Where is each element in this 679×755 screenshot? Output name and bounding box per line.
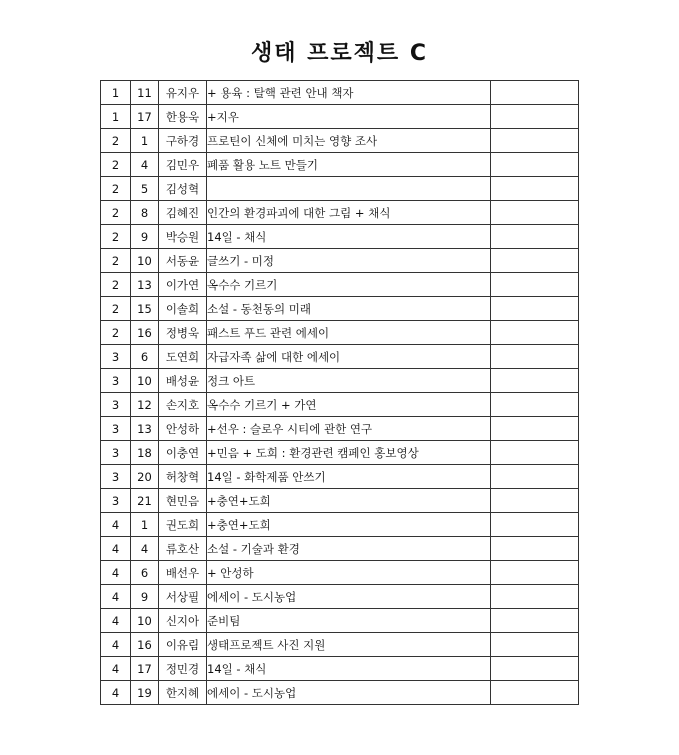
- number-cell: 16: [131, 321, 159, 345]
- note-cell: [491, 585, 579, 609]
- grade-cell: 1: [101, 81, 131, 105]
- number-cell: 9: [131, 225, 159, 249]
- student-name-cell: 한용욱: [159, 105, 207, 129]
- note-cell: [491, 153, 579, 177]
- table-row: [101, 153, 579, 177]
- project-description-cell: 에세이 - 도시농업: [207, 681, 491, 705]
- student-name-cell: 류호산: [159, 537, 207, 561]
- project-description-cell: 소설 - 동천동의 미래: [207, 297, 491, 321]
- project-description-cell: +민음 + 도희 : 환경관련 캠페인 홍보영상: [207, 441, 491, 465]
- number-cell: 19: [131, 681, 159, 705]
- grade-cell: 4: [101, 561, 131, 585]
- table-row: [101, 105, 579, 129]
- project-description-cell: 프로틴이 신체에 미치는 영향 조사: [207, 129, 491, 153]
- note-cell: [491, 249, 579, 273]
- grade-cell: 4: [101, 609, 131, 633]
- grade-cell: 2: [101, 153, 131, 177]
- note-cell: [491, 465, 579, 489]
- note-cell: [491, 609, 579, 633]
- student-name-cell: 서상필: [159, 585, 207, 609]
- number-cell: 5: [131, 177, 159, 201]
- student-name-cell: 배성윤: [159, 369, 207, 393]
- student-name-cell: 도연희: [159, 345, 207, 369]
- grade-cell: 2: [101, 249, 131, 273]
- student-name-cell: 이가연: [159, 273, 207, 297]
- project-description-cell: +충연+도희: [207, 513, 491, 537]
- table-row: [101, 225, 579, 249]
- table-row: [101, 321, 579, 345]
- note-cell: [491, 393, 579, 417]
- grade-cell: 2: [101, 129, 131, 153]
- student-name-cell: 구하경: [159, 129, 207, 153]
- project-description-cell: 옥수수 기르기: [207, 273, 491, 297]
- table-row: [101, 609, 579, 633]
- project-description-cell: 14일 - 채식: [207, 225, 491, 249]
- number-cell: 9: [131, 585, 159, 609]
- table-row: [101, 513, 579, 537]
- number-cell: 1: [131, 513, 159, 537]
- project-description-cell: 정크 아트: [207, 369, 491, 393]
- project-description-cell: [207, 177, 491, 201]
- project-description-cell: 14일 - 채식: [207, 657, 491, 681]
- table-row: [101, 417, 579, 441]
- table-row: [101, 297, 579, 321]
- student-name-cell: 김민우: [159, 153, 207, 177]
- student-name-cell: 이유림: [159, 633, 207, 657]
- grade-cell: 2: [101, 273, 131, 297]
- note-cell: [491, 441, 579, 465]
- student-name-cell: 정민경: [159, 657, 207, 681]
- project-description-cell: 14일 - 화학제품 안쓰기: [207, 465, 491, 489]
- table-row: [101, 489, 579, 513]
- table-row: [101, 345, 579, 369]
- project-table-body: [101, 81, 579, 705]
- student-name-cell: 김성혁: [159, 177, 207, 201]
- grade-cell: 4: [101, 657, 131, 681]
- table-row: [101, 369, 579, 393]
- table-row: [101, 81, 579, 105]
- project-description-cell: 패스트 푸드 관련 에세이: [207, 321, 491, 345]
- project-description-cell: +선우 : 슬로우 시티에 관한 연구: [207, 417, 491, 441]
- project-description-cell: 에세이 - 도시농업: [207, 585, 491, 609]
- number-cell: 1: [131, 129, 159, 153]
- note-cell: [491, 201, 579, 225]
- table-row: [101, 249, 579, 273]
- grade-cell: 3: [101, 345, 131, 369]
- table-row: [101, 681, 579, 705]
- number-cell: 8: [131, 201, 159, 225]
- note-cell: [491, 105, 579, 129]
- number-cell: 17: [131, 657, 159, 681]
- student-name-cell: 신지아: [159, 609, 207, 633]
- grade-cell: 3: [101, 369, 131, 393]
- table-row: [101, 177, 579, 201]
- student-name-cell: 이솔희: [159, 297, 207, 321]
- student-name-cell: 김혜진: [159, 201, 207, 225]
- student-name-cell: 안성하: [159, 417, 207, 441]
- grade-cell: 2: [101, 297, 131, 321]
- grade-cell: 4: [101, 633, 131, 657]
- student-name-cell: 손지호: [159, 393, 207, 417]
- project-description-cell: +충연+도희: [207, 489, 491, 513]
- note-cell: [491, 657, 579, 681]
- student-name-cell: 배선우: [159, 561, 207, 585]
- note-cell: [491, 513, 579, 537]
- project-description-cell: +지우: [207, 105, 491, 129]
- number-cell: 21: [131, 489, 159, 513]
- note-cell: [491, 273, 579, 297]
- table-row: [101, 585, 579, 609]
- note-cell: [491, 369, 579, 393]
- project-description-cell: 폐품 활용 노트 만들기: [207, 153, 491, 177]
- number-cell: 10: [131, 369, 159, 393]
- number-cell: 13: [131, 273, 159, 297]
- number-cell: 4: [131, 537, 159, 561]
- note-cell: [491, 177, 579, 201]
- note-cell: [491, 321, 579, 345]
- project-description-cell: 옥수수 기르기 + 가연: [207, 393, 491, 417]
- table-row: [101, 561, 579, 585]
- student-name-cell: 이충연: [159, 441, 207, 465]
- note-cell: [491, 225, 579, 249]
- table-row: [101, 441, 579, 465]
- note-cell: [491, 417, 579, 441]
- grade-cell: 1: [101, 105, 131, 129]
- grade-cell: 2: [101, 321, 131, 345]
- note-cell: [491, 129, 579, 153]
- grade-cell: 3: [101, 441, 131, 465]
- grade-cell: 3: [101, 489, 131, 513]
- table-row: [101, 201, 579, 225]
- table-row: [101, 633, 579, 657]
- number-cell: 16: [131, 633, 159, 657]
- number-cell: 20: [131, 465, 159, 489]
- project-description-cell: 자급자족 삶에 대한 에세이: [207, 345, 491, 369]
- project-description-cell: 준비팀: [207, 609, 491, 633]
- note-cell: [491, 81, 579, 105]
- project-description-cell: 글쓰기 - 미정: [207, 249, 491, 273]
- number-cell: 6: [131, 561, 159, 585]
- note-cell: [491, 537, 579, 561]
- student-name-cell: 정병욱: [159, 321, 207, 345]
- number-cell: 4: [131, 153, 159, 177]
- table-row: [101, 273, 579, 297]
- student-name-cell: 현민음: [159, 489, 207, 513]
- note-cell: [491, 633, 579, 657]
- number-cell: 10: [131, 249, 159, 273]
- student-name-cell: 한지혜: [159, 681, 207, 705]
- table-row: [101, 537, 579, 561]
- number-cell: 18: [131, 441, 159, 465]
- number-cell: 15: [131, 297, 159, 321]
- project-table: [100, 80, 579, 705]
- note-cell: [491, 561, 579, 585]
- grade-cell: 4: [101, 681, 131, 705]
- grade-cell: 4: [101, 513, 131, 537]
- student-name-cell: 박승원: [159, 225, 207, 249]
- page-title: 생태 프로젝트 C: [251, 41, 428, 66]
- table-row: [101, 393, 579, 417]
- grade-cell: 3: [101, 393, 131, 417]
- number-cell: 12: [131, 393, 159, 417]
- grade-cell: 2: [101, 201, 131, 225]
- student-name-cell: 유지우: [159, 81, 207, 105]
- project-description-cell: + 용육 : 탈핵 관련 안내 책자: [207, 81, 491, 105]
- note-cell: [491, 345, 579, 369]
- number-cell: 17: [131, 105, 159, 129]
- table-row: [101, 465, 579, 489]
- student-name-cell: 허창혁: [159, 465, 207, 489]
- number-cell: 11: [131, 81, 159, 105]
- project-description-cell: 인간의 환경파괴에 대한 그림 + 채식: [207, 201, 491, 225]
- grade-cell: 2: [101, 177, 131, 201]
- grade-cell: 4: [101, 585, 131, 609]
- grade-cell: 2: [101, 225, 131, 249]
- student-name-cell: 서동윤: [159, 249, 207, 273]
- number-cell: 10: [131, 609, 159, 633]
- grade-cell: 3: [101, 465, 131, 489]
- number-cell: 6: [131, 345, 159, 369]
- number-cell: 13: [131, 417, 159, 441]
- note-cell: [491, 297, 579, 321]
- student-name-cell: 권도희: [159, 513, 207, 537]
- project-description-cell: + 안성하: [207, 561, 491, 585]
- project-description-cell: 소설 - 기술과 환경: [207, 537, 491, 561]
- table-row: [101, 129, 579, 153]
- grade-cell: 4: [101, 537, 131, 561]
- project-description-cell: 생태프로젝트 사진 지원: [207, 633, 491, 657]
- note-cell: [491, 489, 579, 513]
- note-cell: [491, 681, 579, 705]
- table-row: [101, 657, 579, 681]
- grade-cell: 3: [101, 417, 131, 441]
